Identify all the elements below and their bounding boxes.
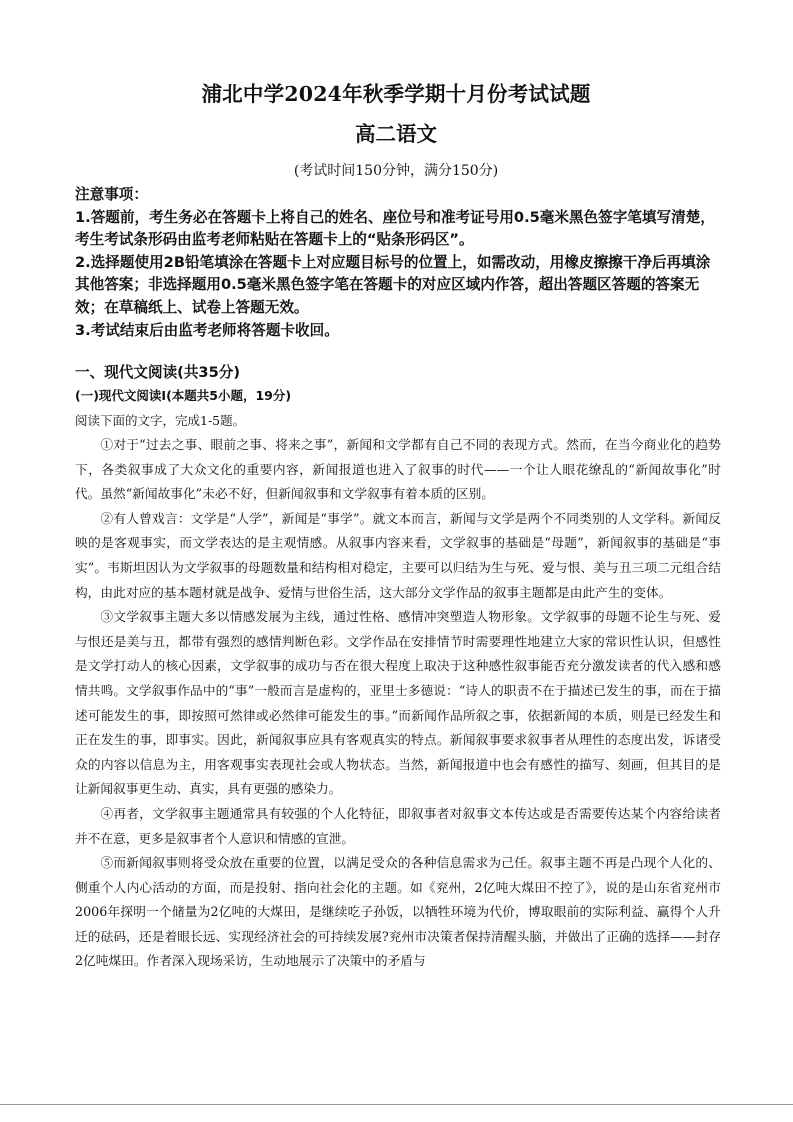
section-title: 一、现代文阅读(共35分) bbox=[75, 364, 240, 381]
exam-title: 浦北中学2024年秋季学期十月份考试试题 bbox=[201, 82, 591, 106]
page-bottom-divider bbox=[0, 1104, 793, 1105]
reading-instruction: 阅读下面的文字，完成1-5题。 bbox=[75, 413, 246, 428]
article-paragraph: ④再者，文学叙事主题通常具有较强的个人化特征，即叙事者对叙事文本传达或是否需要传达某个内容给读者并不在意，更多是叙事者个人意识和情感的宣泄。 bbox=[75, 805, 721, 846]
notice-block bbox=[75, 184, 723, 342]
subsection-title: (一)现代文阅读Ⅰ(本题共5小题，19分) bbox=[75, 388, 292, 403]
notice-item: 1.答题前，考生务必在答题卡上将自己的姓名、座位号和准考证号用0.5毫米黑色签字笔填写清楚，考生考试条形码由监考老师粘贴在答题卡上的“贴条形码区”。 bbox=[75, 208, 715, 249]
article-paragraph: ③文学叙事主题大多以情感发展为主线，通过性格、感情冲突塑造人物形象。文学叙事的母题不论生与死、爱与恨还是美与丑，都带有强烈的感情判断色彩。文学作品在安排情节时需要理性地建立大家的常识性认识，但感性是文学打动人的核心因素，文学叙事的成功与否在很大程度上取决于这种感性叙事能否充分激发读者的代入感和感情共鸣。文学叙事作品中的“事”一般而言是虚构的，亚里士多德说：“诗人的职责不在于描述已发生的事，而在于描述可能发生的事，即按照可然律或必然律可能发生的事。”而新闻作品所叙之事，依据新闻的本质，则是已经发生和正在发生的事，即事实。因此，新闻叙事应具有客观真实的特点。新闻叙事要求叙事者从理性的态度出发，诉诸受众的内容以信息为主，用客观事实表现社会或人物状态。当然，新闻报道中也会有感性的描写、刻画，但其目的是让新闻叙事更生动、真实，具有更强的感染力。 bbox=[75, 609, 721, 797]
exam-info: (考试时间150分钟，满分150分) bbox=[293, 163, 499, 179]
notice-heading: 注意事项： bbox=[75, 186, 148, 203]
article-paragraph: ⑤而新闻叙事则将受众放在重要的位置，以满足受众的各种信息需求为己任。叙事主题不再是凸现个人化的、侧重个人内心活动的方面，而是投射、指向社会化的主题。如《兖州，2亿吨大煤田不控了》，说的是山东省兖州市2006年探明一个储量为2亿吨的大煤田，是继续吃子孙饭，以牺牲环境为代价，博取眼前的实际利益、赢得个人升迁的砝码，还是着眼长远、实现经济社会的可持续发展?兖州市决策者保持清醒头脑，并做出了正确的选择——封存2亿吨煤田。作者深入现场采访，生动地展示了决策中的矛盾与 bbox=[75, 855, 721, 969]
subject-title: 高二语文 bbox=[355, 122, 437, 146]
notice-item: 3.考试结束后由监考老师将答题卡收回。 bbox=[75, 321, 339, 339]
notice-item: 2.选择题使用2B铅笔填涂在答题卡上对应题目标号的位置上，如需改动，用橡皮擦擦干净后再填涂其他答案；非选择题用0.5毫米黑色签字笔在答题卡的对应区域内作答，超出答题区答题的答案无效；在草稿纸上、试卷上答题无效。 bbox=[75, 253, 711, 316]
article-paragraph: ②有人曾戏言：文学是“人学”，新闻是“事学”。就文本而言，新闻与文学是两个不同类别的人文学科。新闻反映的是客观事实，而文学表达的是主观情感。从叙事内容来看，文学叙事的基础是“母题”，新闻叙事的基础是“事实”。韦斯坦因认为文学叙事的母题数量和结构相对稳定，主要可以归结为生与死、爱与恨、美与丑三项二元组合结构，由此对应的基本题材就是战争、爱情与世俗生活，这大部分文学作品的叙事主题都是由此产生的变体。 bbox=[75, 510, 721, 600]
article-paragraph: ①对于“过去之事、眼前之事、将来之事”，新闻和文学都有自己不同的表现方式。然而，在当今商业化的趋势下，各类叙事成了大众文化的重要内容，新闻报道也进入了叙事的时代——一个让人眼花缭乱的“新闻故事化”时代。虽然“新闻故事化”未必不好，但新闻叙事和文学叙事有着本质的区别。 bbox=[75, 437, 721, 502]
reading-article bbox=[75, 433, 721, 974]
